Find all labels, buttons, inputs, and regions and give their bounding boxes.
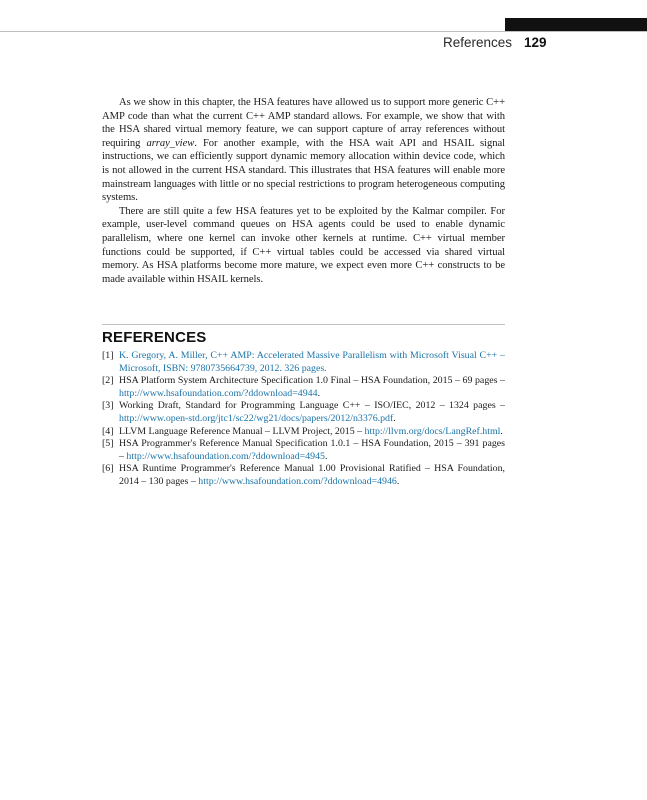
array-view-term: array_view	[146, 137, 195, 149]
reference-body: LLVM Language Reference Manual – LLVM Project, 2015 –	[119, 425, 365, 437]
reference-end: .	[393, 412, 396, 424]
reference-number: [1]	[102, 350, 114, 361]
reference-end: .	[317, 387, 321, 399]
reference-item	[102, 400, 505, 425]
reference-link[interactable]: http://www.hsafoundation.com/?ddownload=4946	[198, 475, 397, 487]
references-heading: REFERENCES	[102, 329, 207, 346]
reference-item	[102, 438, 505, 463]
reference-link[interactable]: http://www.hsafoundation.com/?ddownload=4944	[119, 387, 318, 399]
reference-item	[102, 463, 505, 488]
reference-end: .	[396, 475, 400, 487]
references-list	[102, 350, 505, 489]
reference-link[interactable]: http://llvm.org/docs/LangRef.html	[364, 425, 501, 437]
paragraph-1-part-2: . For another example, with the HSA wait API and HSAIL signal instructions, we can efficiently support dynamic memory allocation within device code, which is not allowed in the current HSA standard. This illustrates that HSA features will enable more mainstream languages with little or no special restrictions to program heterogeneous computing systems.	[102, 137, 505, 204]
reference-number: [5]	[102, 438, 114, 450]
reference-end: .	[324, 450, 328, 462]
reference-text	[119, 463, 505, 488]
reference-body: HSA Programmer's Reference Manual Specification 1.0.1 – HSA Foundation, 2015 – 391 pages –	[119, 438, 505, 462]
page-number: 129	[524, 35, 547, 50]
reference-end: .	[500, 425, 503, 437]
running-title: References	[443, 35, 513, 50]
reference-body: Working Draft, Standard for Programming Language C++ – ISO/IEC, 2012 – 1324 pages –	[119, 400, 505, 412]
reference-link[interactable]: http://www.hsafoundation.com/?ddownload=4945	[126, 450, 325, 462]
reference-number: [3]	[102, 400, 114, 412]
reference-text	[119, 400, 505, 425]
header-rule	[0, 31, 647, 32]
reference-body: HSA Platform System Architecture Specification 1.0 Final – HSA Foundation, 2015 – 69 pages –	[119, 375, 505, 387]
header-accent-bar	[505, 18, 647, 31]
reference-item	[102, 375, 505, 400]
reference-text	[119, 438, 505, 463]
reference-text	[119, 426, 505, 439]
paragraph-1	[102, 96, 505, 205]
references-rule	[102, 324, 505, 325]
paragraph-2: There are still quite a few HSA features yet to be exploited by the Kalmar compiler. For example, user-level command queues on HSA agents could be used to enable dynamic parallelism, where one kernel can invoke other kernels at runtime. C++ virtual member functions could be supported, if C++ virtual tables could be accessed via shared virtual memory. As HSA platforms become more mature, we expect even more C++ constructs to be made available within HSAIL kernels.	[102, 205, 505, 285]
reference-text	[119, 350, 505, 375]
body-text	[102, 96, 505, 286]
reference-body: HSA Runtime Programmer's Reference Manual 1.00 Provisional Ratified – HSA Foundation, 2014 – 130 pages –	[119, 463, 505, 487]
reference-item	[102, 426, 505, 439]
reference-number: [4]	[102, 425, 114, 437]
reference-link[interactable]: K. Gregory, A. Miller, C++ AMP: Accelerated Massive Parallelism with Microsoft Visual C++ – Microsoft, ISBN: 9780735664739, 2012. 326 pages.	[119, 350, 505, 374]
reference-link[interactable]: http://www.open-std.org/jtc1/sc22/wg21/docs/papers/2012/n3376.pdf	[119, 412, 394, 424]
paragraph-1-part-1: As we show in this chapter, the HSA features have allowed us to support more generic C++ AMP code than what the current C++ AMP standard allows. For example, we show that with the HSA shared virtual memory feature, we can support capture of array references without requiring	[102, 97, 505, 149]
reference-text	[119, 375, 505, 400]
reference-number: [6]	[102, 463, 114, 475]
reference-number: [2]	[102, 375, 114, 387]
reference-item	[102, 350, 505, 375]
